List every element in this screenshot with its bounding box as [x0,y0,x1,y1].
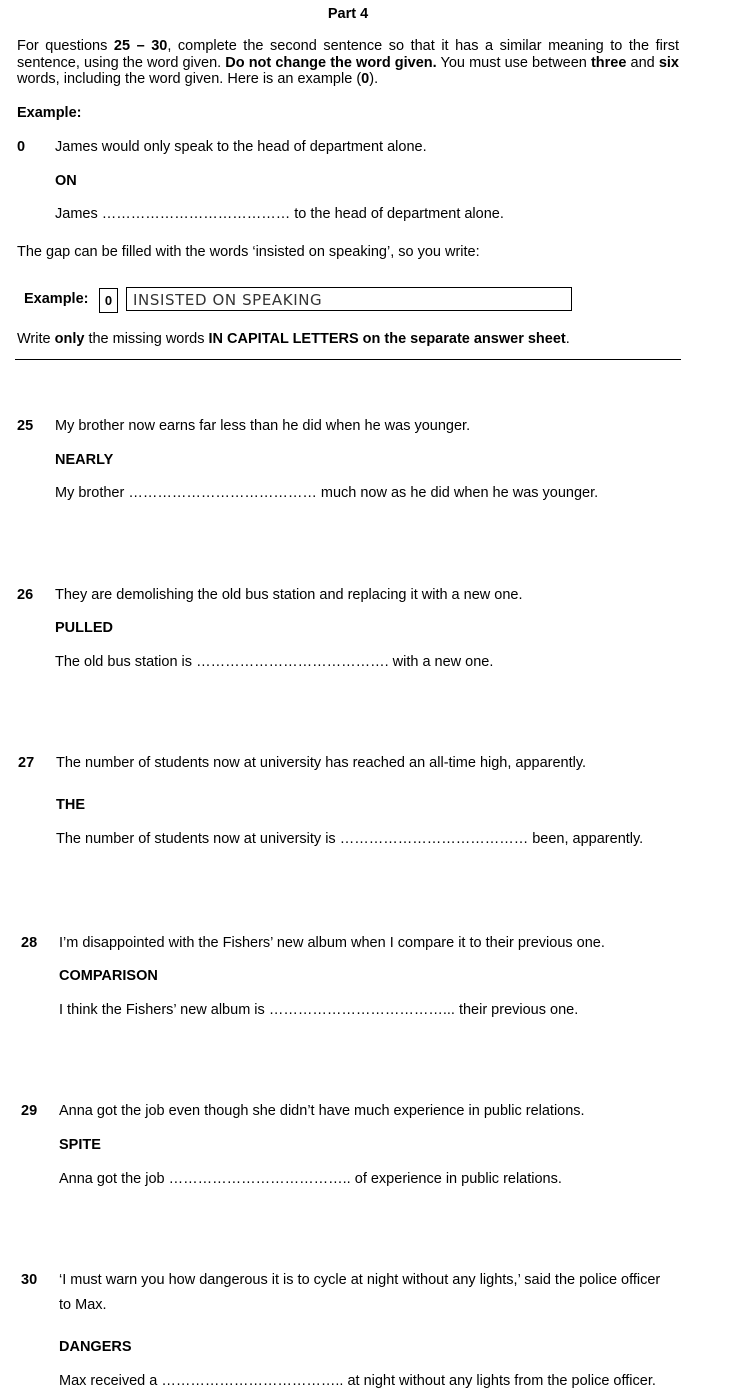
instructions-text: words, including the word given. Here is an example ( [17,71,362,87]
prompt-end: of experience in public relations. [354,1171,562,1187]
answer-gap: ……………………………….. [168,1171,351,1187]
example-prompt [55,206,504,222]
question-keyword: NEARLY [55,452,114,468]
example-sentence: James would only speak to the head of department alone. [55,139,427,155]
prompt-end: much now as he did when he was younger. [320,485,599,501]
answer-gap: ………………………………... [268,1002,455,1018]
instructions-emphasis: six [658,54,679,71]
instructions-text: and [626,54,659,71]
question-sentence: My brother now earns far less than he did when he was younger. [55,418,471,434]
question-sentence: Anna got the job even though she didn’t have much experience in public relations. [59,1103,585,1119]
question-keyword: COMPARISON [59,968,158,984]
question-prompt [59,1373,656,1389]
example-answer-box: INSISTED ON SPEAKING [126,287,572,311]
prompt-start: Anna got the job [59,1171,165,1187]
prompt-end: with a new one. [392,654,494,670]
example-heading: Example: [17,105,82,121]
instructions [17,38,679,88]
question-sentence-line1: ‘I must warn you how dangerous it is to cycle at night without any lights,’ said the police officer [59,1272,661,1288]
instructions-emphasis: three [590,54,627,71]
instructions-emphasis: 0 [361,71,370,87]
question-number: 28 [21,935,38,951]
write-note-text: . [565,331,570,347]
question-keyword: PULLED [55,620,113,636]
answer-gap: ………………………………… [339,831,529,847]
question-number: 27 [18,755,35,771]
question-prompt [55,485,598,501]
write-note-text: Write [17,331,55,347]
question-keyword: SPITE [59,1137,101,1153]
instructions-text: , complete the second sentence so that it has a similar meaning to the first sentence, using the word given. [17,38,679,71]
section-divider [15,359,681,360]
instructions-text: For questions [17,38,114,54]
question-keyword: DANGERS [59,1339,132,1355]
answer-gap: ……………………………….. [161,1373,344,1389]
question-number: 29 [21,1103,38,1119]
prompt-start: James [55,206,98,222]
question-keyword: THE [56,797,85,813]
write-note-text: the missing words [84,331,209,347]
prompt-start: Max received a [59,1373,158,1389]
question-sentence: I’m disappointed with the Fishers’ new album when I compare it to their previous one. [59,935,605,951]
question-number: 26 [17,587,34,603]
answer-gap: …………………………………. [196,654,389,670]
question-sentence: The number of students now at university has reached an all-time high, apparently. [56,755,587,771]
question-prompt [59,1171,562,1187]
answer-gap: ………………………………… [101,206,291,222]
question-number: 25 [17,418,34,434]
prompt-start: The old bus station is [55,654,193,670]
example-keyword: ON [55,173,77,189]
question-range: 25 – 30 [113,38,168,54]
example-explanation: The gap can be filled with the words ‘insisted on speaking’, so you write: [17,244,480,260]
write-note-emphasis: IN CAPITAL LETTERS on the separate answer sheet [208,331,566,347]
part-title: Part 4 [327,6,369,22]
question-prompt [55,654,493,670]
instructions-text: ). [369,71,379,87]
prompt-start: My brother [55,485,125,501]
instructions-emphasis: Do not change the word given. [225,54,437,71]
question-sentence: They are demolishing the old bus station and replacing it with a new one. [55,587,523,603]
instructions-text: You must use between [436,54,591,71]
answer-gap: ………………………………… [128,485,317,501]
question-number: 30 [21,1272,38,1288]
prompt-end: been, apparently. [532,831,644,847]
write-note-emphasis: only [54,331,85,347]
question-prompt [56,831,643,847]
question-prompt [59,1002,578,1018]
question-sentence-line2: to Max. [59,1297,107,1313]
prompt-start: The number of students now at university is [56,831,336,847]
example-box-number: 0 [99,288,118,313]
prompt-end: their previous one. [458,1002,579,1018]
example-box-label: Example: [24,291,89,307]
example-number: 0 [17,139,26,155]
write-note [17,331,570,347]
prompt-end: to the head of department alone. [294,206,504,222]
prompt-start: I think the Fishers’ new album is [59,1002,265,1018]
prompt-end: at night without any lights from the police officer. [347,1373,656,1389]
